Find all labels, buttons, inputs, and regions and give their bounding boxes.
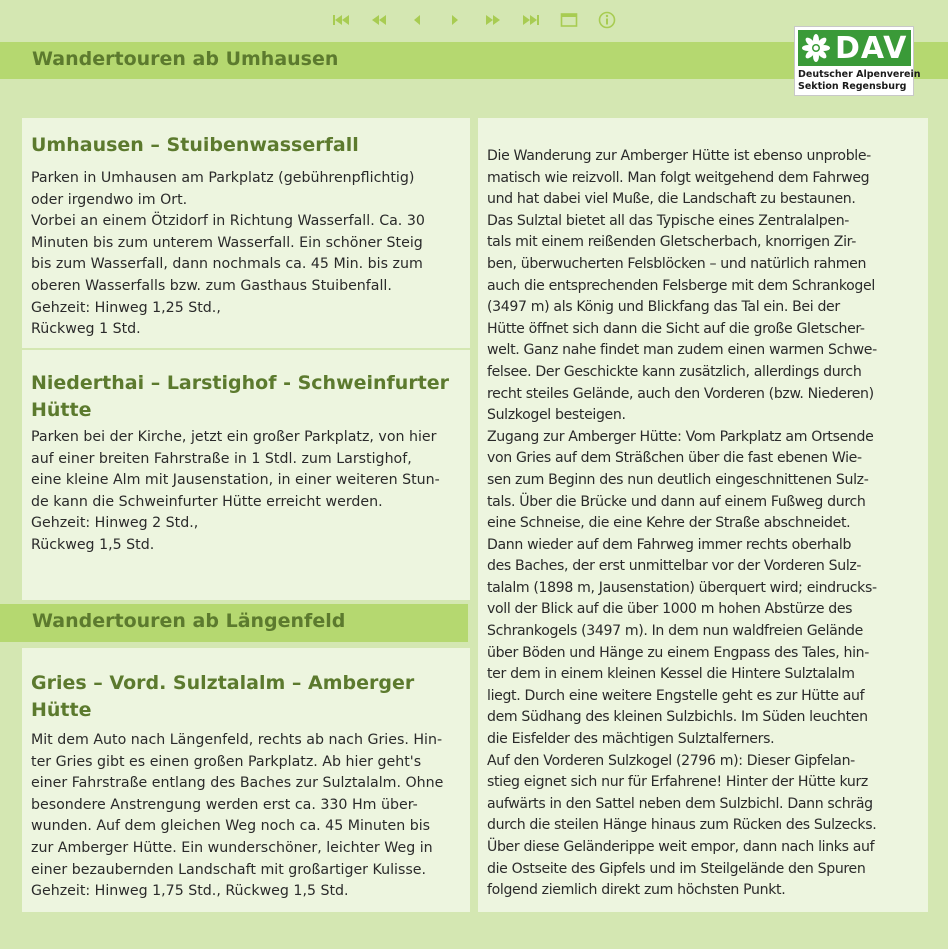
text-line: welt. Ganz nahe findet man zudem einen warmen Schwe-	[487, 342, 877, 359]
last-page-icon	[522, 13, 540, 27]
section-title-umhausen: Wandertouren ab Umhausen	[32, 48, 339, 70]
tour-text-stuibenwasserfall	[31, 168, 461, 341]
next-icon	[449, 13, 461, 27]
text-line: des Baches, der erst unmittelbar vor der Vorderen Sulz-	[487, 558, 862, 575]
tour-text-amberger-huette	[487, 146, 919, 902]
text-line: die Eisfelder des mächtigen Sulztalferners.	[487, 731, 775, 748]
text-line: felsee. Der Geschickte kann zusätzlich, allerdings durch	[487, 363, 862, 380]
text-line: dem Südhang des kleinen Sulzbichls. Im Süden leuchten	[487, 709, 868, 726]
info-icon	[598, 11, 616, 29]
window-button[interactable]	[559, 10, 579, 30]
text-line: auch die entsprechenden Felsberge mit dem Schrankogel	[487, 277, 875, 294]
dav-logo-mark	[798, 30, 911, 66]
next-button[interactable]	[445, 10, 465, 30]
text-line: Das Sulztal bietet all das Typische eines Zentralalpen-	[487, 212, 850, 229]
text-line: einer bezaubernden Landschaft mit großartiger Kulisse.	[31, 861, 427, 878]
dav-logo-line-1: Deutscher Alpenverein	[798, 69, 921, 80]
tour-card-amberger-huette	[478, 118, 928, 912]
text-line: wunden. Auf dem gleichen Weg noch ca. 45 Minuten bis	[31, 818, 431, 835]
edelweiss-icon	[801, 33, 831, 63]
text-line: folgend ziemlich direkt zum höchsten Punkt.	[487, 882, 786, 899]
text-line: talalm (1898 m, Jausenstation) überquert wird; eindrucks-	[487, 579, 877, 596]
text-line: matisch wie reizvoll. Man folgt weitgehend dem Fahrweg	[487, 169, 870, 186]
text-line: Gehzeit: Hinweg 2 Std.,	[31, 515, 199, 532]
first-page-button[interactable]	[331, 10, 351, 30]
fast-forward-button[interactable]	[483, 10, 503, 30]
dav-logo-line-2: Sektion Regensburg	[798, 81, 907, 92]
text-line: ter dem in einem kleinen Kessel die Hintere Sulztalalm	[487, 666, 855, 683]
text-line: Parken in Umhausen am Parkplatz (gebührenpflichtig)	[31, 170, 415, 186]
tour-title-gries	[31, 670, 462, 724]
text-line: liegt. Durch eine weitere Engstelle geht es zur Hütte auf	[487, 687, 865, 704]
text-line: Sulzkogel besteigen.	[487, 407, 626, 424]
text-line: über Böden und Hänge zu einem Engpass des Tales, hin-	[487, 644, 869, 661]
tour-title-line: Gries – Vord. Sulztalalm – Amberger	[31, 672, 415, 694]
tour-card-gries	[22, 648, 470, 912]
text-line: Rückweg 1 Std.	[31, 321, 141, 338]
text-line: die Ostseite des Gipfels und im Steilgelände den Spuren	[487, 860, 866, 877]
text-line: recht steiles Gelände, auch den Vorderen (bzw. Niederen)	[487, 385, 874, 402]
text-line: Vorbei an einem Ötzidorf in Richtung Wasserfall. Ca. 30	[31, 213, 425, 230]
text-line: auf einer breiten Fahrstraße in 1 Stdl. zum Larstighof,	[31, 450, 412, 467]
rewind-button[interactable]	[369, 10, 389, 30]
text-line: Dann wieder auf dem Fahrweg immer rechts oberhalb	[487, 536, 852, 553]
text-line: aufwärts in den Sattel neben dem Sulzbichl. Dann schräg	[487, 795, 873, 812]
last-page-button[interactable]	[521, 10, 541, 30]
text-line: bis zum Wasserfall, dann nochmals ca. 45 Min. bis zum	[31, 256, 423, 273]
text-line: tals mit einem reißenden Gletscherbach, knorrigen Zir-	[487, 234, 856, 251]
text-line: de kann die Schweinfurter Hütte erreicht werden.	[31, 493, 383, 510]
text-line: Gehzeit: Hinweg 1,25 Std.,	[31, 299, 221, 316]
tour-title-stuibenwasserfall: Umhausen – Stuibenwasserfall	[31, 134, 359, 156]
tour-title-line: Niederthai – Larstighof - Schweinfurter	[31, 372, 450, 394]
tour-text-gries	[31, 730, 461, 903]
first-page-icon	[332, 13, 350, 27]
text-line: besondere Anstrengung werden erst ca. 330 Hm über-	[31, 796, 418, 813]
text-line: einer Fahrstraße entlang des Baches zur Sulztalalm. Ohne	[31, 775, 444, 792]
section-header-laengenfeld	[0, 604, 468, 642]
text-line: durch die steilen Hänge hinaus zum Rücken des Sulzecks.	[487, 817, 877, 834]
tour-title-line: Hütte	[31, 399, 92, 421]
dav-logo-text: DAV	[835, 30, 908, 66]
text-line: Auf den Vorderen Sulzkogel (2796 m): Dieser Gipfelan-	[487, 752, 855, 769]
text-line: Die Wanderung zur Amberger Hütte ist ebenso unproble-	[487, 148, 871, 164]
tour-title-niederthai	[31, 370, 462, 424]
text-line: Rückweg 1,5 Std.	[31, 536, 155, 553]
text-line: Zugang zur Amberger Hütte: Vom Parkplatz am Ortsende	[487, 428, 874, 445]
tour-card-stuibenwasserfall	[22, 118, 470, 348]
text-line: eine Schneise, die eine Kehre der Straße abschneidet.	[487, 515, 851, 532]
text-line: Über diese Geländerippe weit empor, dann nach links auf	[487, 839, 875, 855]
text-line: oder irgendwo im Ort.	[31, 191, 188, 208]
text-line: Schrankogels (3497 m). In dem nun waldfreien Gelände	[487, 623, 863, 640]
info-button[interactable]	[597, 10, 617, 30]
previous-icon	[411, 13, 423, 27]
text-line: zur Amberger Hütte. Ein wunderschöner, leichter Weg in	[31, 839, 433, 856]
text-line: Gehzeit: Hinweg 1,75 Std., Rückweg 1,5 Std.	[31, 883, 349, 900]
text-line: Mit dem Auto nach Längenfeld, rechts ab nach Gries. Hin-	[31, 732, 443, 748]
text-line: Parken bei der Kirche, jetzt ein großer Parkplatz, von hier	[31, 429, 437, 445]
tour-card-niederthai	[22, 350, 470, 600]
dav-logo	[794, 26, 921, 96]
tour-text-niederthai	[31, 427, 461, 557]
text-line: Hütte öffnet sich dann die Sicht auf die große Gletscher-	[487, 320, 865, 337]
text-line: ter Gries gibt es einen großen Parkplatz. Ab hier geht's	[31, 753, 422, 770]
text-line: Minuten bis zum unterem Wasserfall. Ein schöner Steig	[31, 234, 423, 251]
section-title-laengenfeld: Wandertouren ab Längenfeld	[32, 610, 346, 632]
text-line: (3497 m) als König und Blickfang das Tal ein. Bei der	[487, 299, 840, 316]
rewind-icon	[370, 13, 388, 27]
fast-forward-icon	[484, 13, 502, 27]
text-line: und hat dabei viel Muße, die Landschaft zu bestaunen.	[487, 191, 856, 208]
tour-title-line: Hütte	[31, 699, 92, 721]
text-line: voll der Blick auf die über 1000 m hohen Abstürze des	[487, 601, 853, 618]
text-line: sen zum Beginn des nun deutlich eingeschnittenen Sulz-	[487, 471, 869, 488]
text-line: ben, überwucherten Felsblöcken – und natürlich rahmen	[487, 255, 867, 272]
text-line: von Gries auf dem Sträßchen über die fast ebenen Wie-	[487, 450, 862, 467]
previous-button[interactable]	[407, 10, 427, 30]
window-icon	[560, 12, 578, 28]
text-line: eine kleine Alm mit Jausenstation, in einer weiteren Stun-	[31, 472, 440, 489]
text-line: tals. Über die Brücke und dann auf einem Fußweg durch	[487, 493, 866, 510]
text-line: stieg eignet sich nur für Erfahrene! Hinter der Hütte kurz	[487, 774, 868, 791]
text-line: oberen Wasserfalls bzw. zum Gasthaus Stuibenfall.	[31, 277, 392, 294]
